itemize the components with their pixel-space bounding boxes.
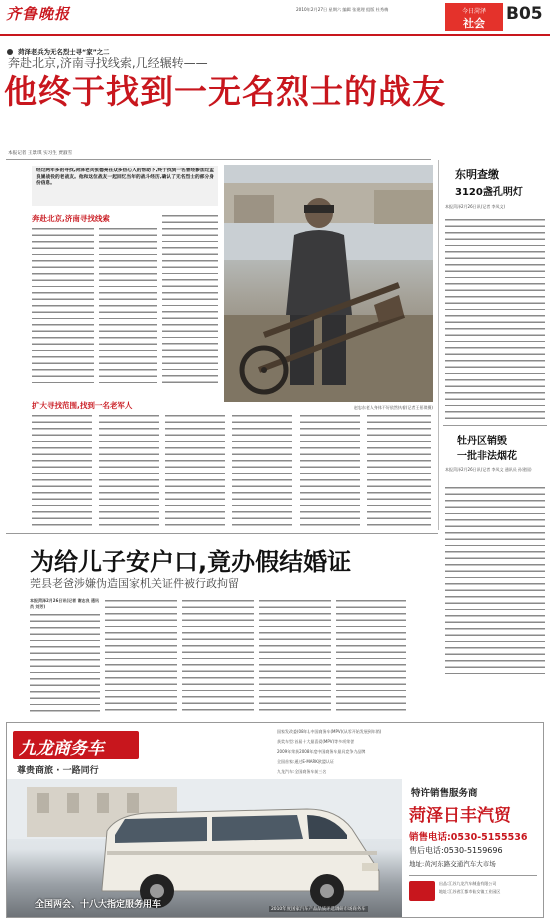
lead-photo bbox=[224, 165, 433, 402]
ad-block[interactable] bbox=[6, 722, 544, 918]
side1-body bbox=[445, 217, 545, 422]
ad-photo-credit: 2010年度国家汽车产品品质评选调研市场商务车 bbox=[271, 907, 366, 912]
photo-scene bbox=[224, 165, 433, 402]
lead-byline: 本报记者 王景琪 实习生 贾淑雪 bbox=[8, 151, 73, 156]
side1-title: 东明查缴 bbox=[455, 168, 499, 181]
lead-headline: 他终于找到一无名烈士的战友 bbox=[4, 72, 446, 111]
lead-col-4 bbox=[32, 413, 92, 526]
lead-subhead-1: 奔赴北京,济南寻找线索 bbox=[32, 214, 110, 223]
lead-col-8 bbox=[300, 413, 360, 526]
story2-subhead: 莞县老爸涉嫌伪造国家机关证件被行政拘留 bbox=[30, 577, 239, 590]
ad-maker-logo bbox=[409, 881, 435, 901]
ad-honor-item: 全国首家:通过E-MARK欧盟认证 bbox=[277, 759, 334, 764]
lead-rule bbox=[6, 159, 431, 160]
side2-body bbox=[445, 485, 545, 675]
masthead bbox=[0, 0, 550, 36]
ad-dealer-box bbox=[405, 783, 541, 915]
ad-service-phone[interactable]: 售后电话:0530-5159696 bbox=[409, 846, 503, 855]
lead-col-1 bbox=[32, 226, 94, 386]
ad-brand-name: 九龙商务车 bbox=[19, 739, 104, 759]
story2-byline: 本报菏泽2月26日讯(记者 谢志良 通讯员 刘芳) bbox=[30, 598, 99, 609]
photo-caption: 赵忠东老人身体不好依然执着(记者王景琪摄) bbox=[353, 405, 433, 410]
section-tag: 今日菏泽 bbox=[461, 8, 486, 15]
lead-subhead-2: 扩大寻找范围,找到一名老军人 bbox=[32, 401, 133, 410]
ad-dealer-name: 菏泽日丰汽贸 bbox=[409, 806, 511, 826]
ad-honor-item: 国家发改委(08年),中国商务车(MPV)(从零开始发展到年销) bbox=[277, 729, 382, 734]
side1-dateline: 本报菏泽2月26日讯(记者 李凤文) bbox=[445, 204, 506, 209]
section-banner bbox=[445, 3, 503, 31]
story2-top-rule bbox=[6, 533, 438, 534]
series-label: 菏泽老兵为无名烈士寻“家”之二 bbox=[18, 48, 110, 56]
side2-dateline: 本报菏泽2月26日讯(记者 李凤文 通讯员 孙建国) bbox=[445, 467, 532, 472]
story2-headline: 为给儿子安户口,竟办假结婚证 bbox=[30, 548, 352, 576]
section-name: 社会 bbox=[463, 17, 485, 30]
ad-dealer-label: 特许销售服务商 bbox=[411, 788, 478, 799]
story2-col-5 bbox=[336, 598, 406, 712]
lead-col-6 bbox=[165, 413, 225, 526]
ad-honor-item: 2009年荣获2008年度中国商务车最具竞争力品牌 bbox=[277, 749, 366, 754]
story2-col-1 bbox=[30, 612, 100, 712]
lead-col-7 bbox=[232, 413, 292, 526]
ad-honor-item: 获奖车型:首届十大最喜爱(MPV)等多项荣誉 bbox=[277, 739, 355, 744]
ad-dealer-rule bbox=[409, 875, 537, 876]
paper-logo: 齐鲁晚报 bbox=[6, 5, 71, 23]
masthead-date: 2010年2月27日 星期六 编辑 张建理 组版 杜秀梅 bbox=[296, 7, 389, 12]
lead-col-2b bbox=[99, 226, 157, 386]
lead-intro-text: 经过两年多的寻找,菏泽老兵张德亮在众多热心人的帮助下,终于找到一名曾经参加过孟良崮战役的老战友。他和这位战友一起回忆当年的战斗经历,确认了无名烈士的部分身份信息。 bbox=[36, 168, 214, 187]
ad-vehicle-caption: 全国两会、十八大指定服务用车 bbox=[35, 900, 162, 910]
side-rule bbox=[443, 425, 547, 426]
ad-maker-addr: 地址:江苏省江都市仙女镇工业园区 bbox=[439, 889, 501, 894]
ad-maker: 出品:江苏九龙汽车制造有限公司 bbox=[439, 881, 497, 886]
masthead-rule bbox=[0, 34, 550, 36]
lead-col-5 bbox=[99, 413, 159, 526]
story2-col-3 bbox=[182, 598, 254, 712]
side1-title2: 3120盏孔明灯 bbox=[455, 187, 523, 198]
lead-col-9 bbox=[367, 413, 431, 526]
lead-kicker: 奔赴北京,济南寻找线索,几经辗转—— bbox=[8, 56, 208, 70]
story2-col-2 bbox=[105, 598, 177, 712]
page-number: B05 bbox=[506, 4, 543, 24]
ad-address: 地址:黄河东路交通汽车大市场 bbox=[409, 860, 496, 868]
side2-title2: 一批非法烟花 bbox=[457, 451, 517, 462]
ad-brand-logo bbox=[13, 731, 139, 759]
side2-title: 牡丹区销毁 bbox=[457, 436, 507, 447]
lead-col-3 bbox=[162, 213, 218, 386]
story2-col-4 bbox=[259, 598, 331, 712]
ad-sales-phone[interactable]: 销售电话:0530-5155536 bbox=[409, 832, 528, 843]
ad-slogan: 尊贵商旅 · 一路同行 bbox=[17, 766, 99, 776]
lead-intro bbox=[32, 166, 218, 206]
column-divider bbox=[438, 160, 439, 530]
ad-honor-item: 九龙汽车:全国商务车前三名 bbox=[277, 769, 327, 774]
